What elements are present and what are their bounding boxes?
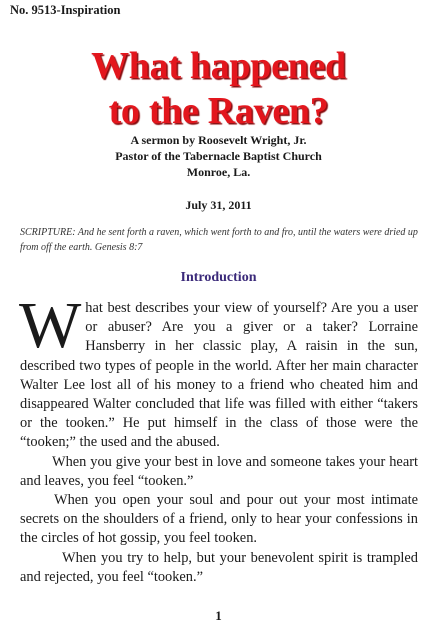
byline-church: Pastor of the Tabernacle Baptist Church <box>115 149 322 163</box>
paragraph-1 <box>19 289 418 453</box>
page-number: 1 <box>215 608 222 623</box>
scripture-text: SCRIPTURE: And he sent forth a raven, which went forth to and fro, until the waters were dried up from off the earth. Genesis 8:7 <box>20 227 418 253</box>
byline-author: A sermon by Roosevelt Wright, Jr. <box>130 133 307 147</box>
paragraph-4: When you try to help, but your benevolent spirit is trampled and rejected, you feel “tooken.” <box>20 549 418 585</box>
drop-cap: W <box>19 289 82 362</box>
paragraph-2: When you give your best in love and someone takes your heart and leaves, you feel “tooken.” <box>20 453 418 489</box>
title-line-2: to the Raven? <box>108 90 329 132</box>
paragraph-3: When you open your soul and pour out your most intimate secrets on the shoulders of a friend, only to hear your confessions in the circles of hot gossip, you feel tooken. <box>20 492 418 547</box>
sermon-date: July 31, 2011 <box>185 198 252 212</box>
issue-number: No. 9513-Inspiration <box>10 3 121 17</box>
paragraph-1-text: hat best describes your view of yourself? Are you a user or abuser? Are you a giver or a taker? Lorraine Hansberry in her classic play, A raisin in the sun, described two types of people in the world. After her main character Walter Lee lost all of his money to a friend who cheated him and disappeared Walter concluded that life was filled with either “takers or the tooken.” He put himself in the class of those were the “tooken;” the used and the abused. <box>20 300 418 451</box>
body-text <box>19 289 418 587</box>
byline-location: Monroe, La. <box>186 165 251 179</box>
section-heading: Introduction <box>180 270 257 285</box>
title-line-1: What happened <box>91 45 346 87</box>
